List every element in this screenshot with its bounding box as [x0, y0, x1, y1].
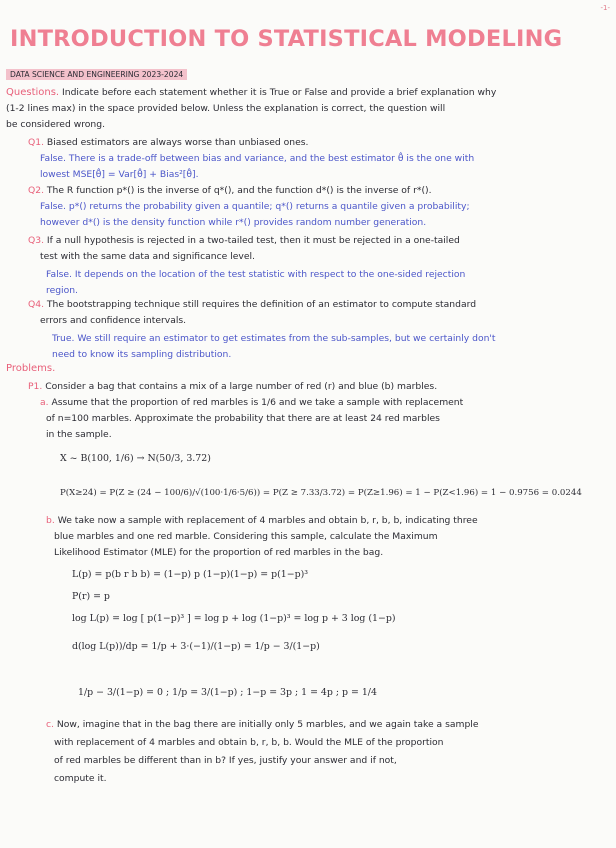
- q2-answer-line-2: however d*() is the density function while r*() provides random number generation.: [40, 217, 427, 228]
- p1-intro: P1. Consider a bag that contains a mix of a large number of red (r) and blue (b) marbles.: [28, 381, 438, 392]
- q3-statement-line-2: test with the same data and significance level.: [40, 251, 255, 262]
- problems-heading: Problems.: [6, 363, 56, 374]
- q3-answer-line-2: region.: [46, 285, 78, 296]
- questions-intro-line-3: be considered wrong.: [6, 119, 105, 130]
- p1c-text-line-4: compute it.: [54, 773, 107, 784]
- q4-statement-line-2: errors and confidence intervals.: [40, 315, 187, 326]
- q3-answer-line-1: False. It depends on the location of the test statistic with respect to the one-sided rejection: [46, 269, 466, 280]
- q2-statement: Q2. The R function p*() is the inverse of q*(), and the function d*() is the inverse of r*().: [28, 185, 432, 196]
- p1b-text-line-2: blue marbles and one red marble. Considering this sample, calculate the Maximum: [54, 531, 438, 542]
- questions-intro-line-2: (1-2 lines max) in the space provided below. Unless the explanation is correct, the question will: [6, 103, 446, 114]
- p1a-text-line-3: in the sample.: [46, 429, 112, 440]
- page-title: INTRODUCTION TO STATISTICAL MODELING: [10, 26, 563, 52]
- p1a-distribution: X ~ B(100, 1/6) → N(50/3, 3.72): [60, 453, 211, 464]
- p1c-text-line-2: with replacement of 4 marbles and obtain b, r, b, b. Would the MLE of the proportion: [54, 737, 444, 748]
- p1a-text-line-1: a. Assume that the proportion of red marbles is 1/6 and we take a sample with replacement: [40, 397, 464, 408]
- q1-answer-line-2: lowest MSE[θ̂] = Var[θ̂] + Bias²[θ̂].: [40, 169, 199, 180]
- q4-answer-line-1: True. We still require an estimator to get estimates from the sub-samples, but we certainly don't: [52, 333, 496, 344]
- p1b-text-line-3: Likelihood Estimator (MLE) for the proportion of red marbles in the bag.: [54, 547, 384, 558]
- page-number: -1-: [600, 4, 610, 12]
- p1c-text-line-3: of red marbles be different than in b? If yes, justify your answer and if not,: [54, 755, 397, 766]
- course-subtitle: DATA SCIENCE AND ENGINEERING 2023-2024: [6, 69, 187, 80]
- q1-answer-line-1: False. There is a trade-off between bias and variance, and the best estimator θ̂ is the one with: [40, 153, 475, 164]
- q3-statement-line-1: Q3. If a null hypothesis is rejected in a two-tailed test, then it must be rejected in a one-tailed: [28, 235, 460, 246]
- p1a-text-line-2: of n=100 marbles. Approximate the probability that there are at least 24 red marbles: [46, 413, 440, 424]
- p1c-text-line-1: c. Now, imagine that in the bag there are initially only 5 marbles, and we again take a sample: [46, 719, 479, 730]
- p1b-text-line-1: b. We take now a sample with replacement of 4 marbles and obtain b, r, b, b, indicating three: [46, 515, 478, 526]
- p1b-likelihood: L(p) = p(b r b b) = (1−p) p (1−p)(1−p) = p(1−p)³: [72, 569, 308, 580]
- q4-answer-line-2: need to know its sampling distribution.: [52, 349, 232, 360]
- questions-heading: Questions.: [6, 87, 60, 98]
- p1b-derivative: d(log L(p))/dp = 1/p + 3·(−1)/(1−p) = 1/p − 3/(1−p): [72, 641, 320, 652]
- q1-statement: Q1. Biased estimators are always worse than unbiased ones.: [28, 137, 309, 148]
- q2-answer-line-1: False. p*() returns the probability given a quantile; q*() returns a quantile given a probability;: [40, 201, 470, 212]
- p1a-probability: P(X≥24) = P(Z ≥ (24 − 100/6)/√(100·1/6·5/6)) = P(Z ≥ 7.33/3.72) = P(Z≥1.96) = 1 − P(Z<1.96) = 1 − 0.9756 = 0.0244: [60, 488, 582, 498]
- q4-statement-line-1: Q4. The bootstrapping technique still requires the definition of an estimator to compute standard: [28, 299, 477, 310]
- questions-intro-line-1: Questions. Indicate before each statement whether it is True or False and provide a brief explanation why: [6, 87, 497, 98]
- p1b-log-likelihood: log L(p) = log [ p(1−p)³ ] = log p + log (1−p)³ = log p + 3 log (1−p): [72, 613, 396, 624]
- p1b-solution: 1/p − 3/(1−p) = 0 ; 1/p = 3/(1−p) ; 1−p = 3p ; 1 = 4p ; p = 1/4: [78, 687, 377, 698]
- p1b-p-red: P(r) = p: [72, 591, 110, 602]
